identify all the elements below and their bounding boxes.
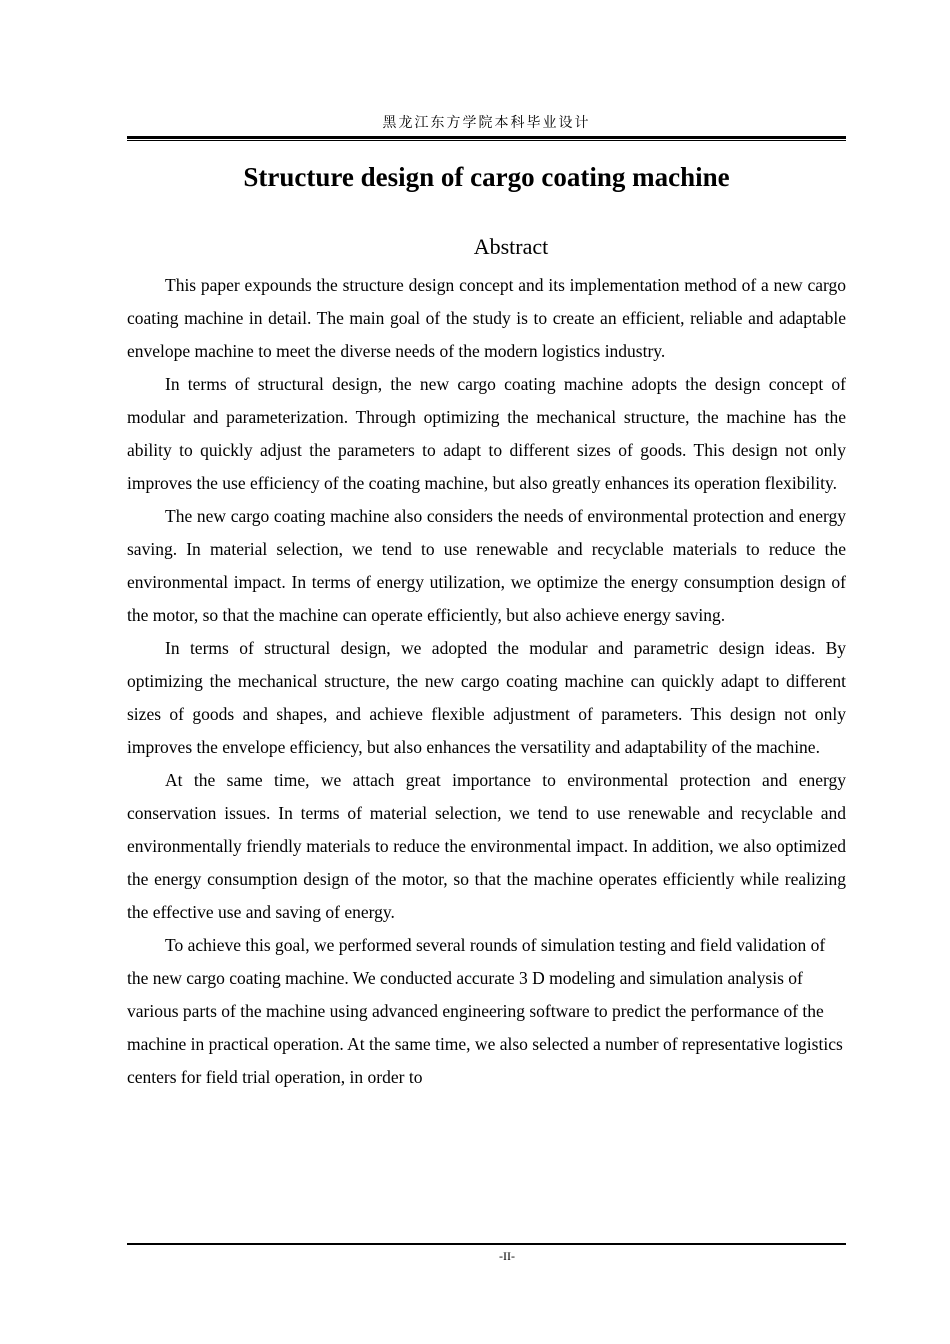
abstract-paragraph-6: To achieve this goal, we performed several rounds of simulation testing and field validation of the new cargo coating machine. We conducted accurate 3 D modeling and simulation analysis of various parts of the machine using advanced engineering software to predict the performance of the machine in practical operation. At the same time, we also selected a number of representative logistics centers for field trial operation, in order to xyxy=(127,935,843,1087)
paper-title: Structure design of cargo coating machine xyxy=(243,162,730,192)
header-rule-thick xyxy=(127,136,846,139)
abstract-paragraph-1: This paper expounds the structure design concept and its implementation method of a new cargo coating machine in detail. The main goal of the study is to create an efficient, reliable and adaptable envelope machine to meet the diverse needs of the modern logistics industry. xyxy=(127,275,846,361)
abstract-heading: Abstract xyxy=(473,234,549,259)
abstract-paragraph-3: The new cargo coating machine also considers the needs of environmental protection and energy saving. In material selection, we tend to use renewable and recyclable materials to reduce the environmental impact. In terms of energy utilization, we optimize the energy consumption design of the motor, so that the machine can operate efficiently, but also achieve energy saving. xyxy=(127,506,846,625)
header-rule-thin xyxy=(127,140,846,141)
abstract-paragraph-4: In terms of structural design, we adopted the modular and parametric design ideas. By optimizing the mechanical structure, the new cargo coating machine can quickly adapt to different sizes of goods and shapes, and achieve flexible adjustment of parameters. This design not only improves the envelope efficiency, but also enhances the versatility and adaptability of the machine. xyxy=(127,638,846,757)
page-number: -II- xyxy=(499,1249,515,1263)
abstract-body xyxy=(127,269,846,1094)
running-header: 黑龙江东方学院本科毕业设计 xyxy=(382,115,591,131)
abstract-paragraph-5: At the same time, we attach great importance to environmental protection and energy conservation issues. In terms of material selection, we tend to use renewable and recyclable and environmentally friendly materials to reduce the environmental impact. In addition, we also optimized the energy consumption design of the motor, so that the machine operates efficiently while realizing the effective use and saving of energy. xyxy=(127,770,846,922)
abstract-paragraph-2: In terms of structural design, the new cargo coating machine adopts the design concept of modular and parameterization. Through optimizing the mechanical structure, the machine has the ability to quickly adjust the parameters to adapt to different sizes of goods. This design not only improves the use efficiency of the coating machine, but also greatly enhances its operation flexibility. xyxy=(127,374,846,493)
footer-rule xyxy=(127,1243,846,1245)
